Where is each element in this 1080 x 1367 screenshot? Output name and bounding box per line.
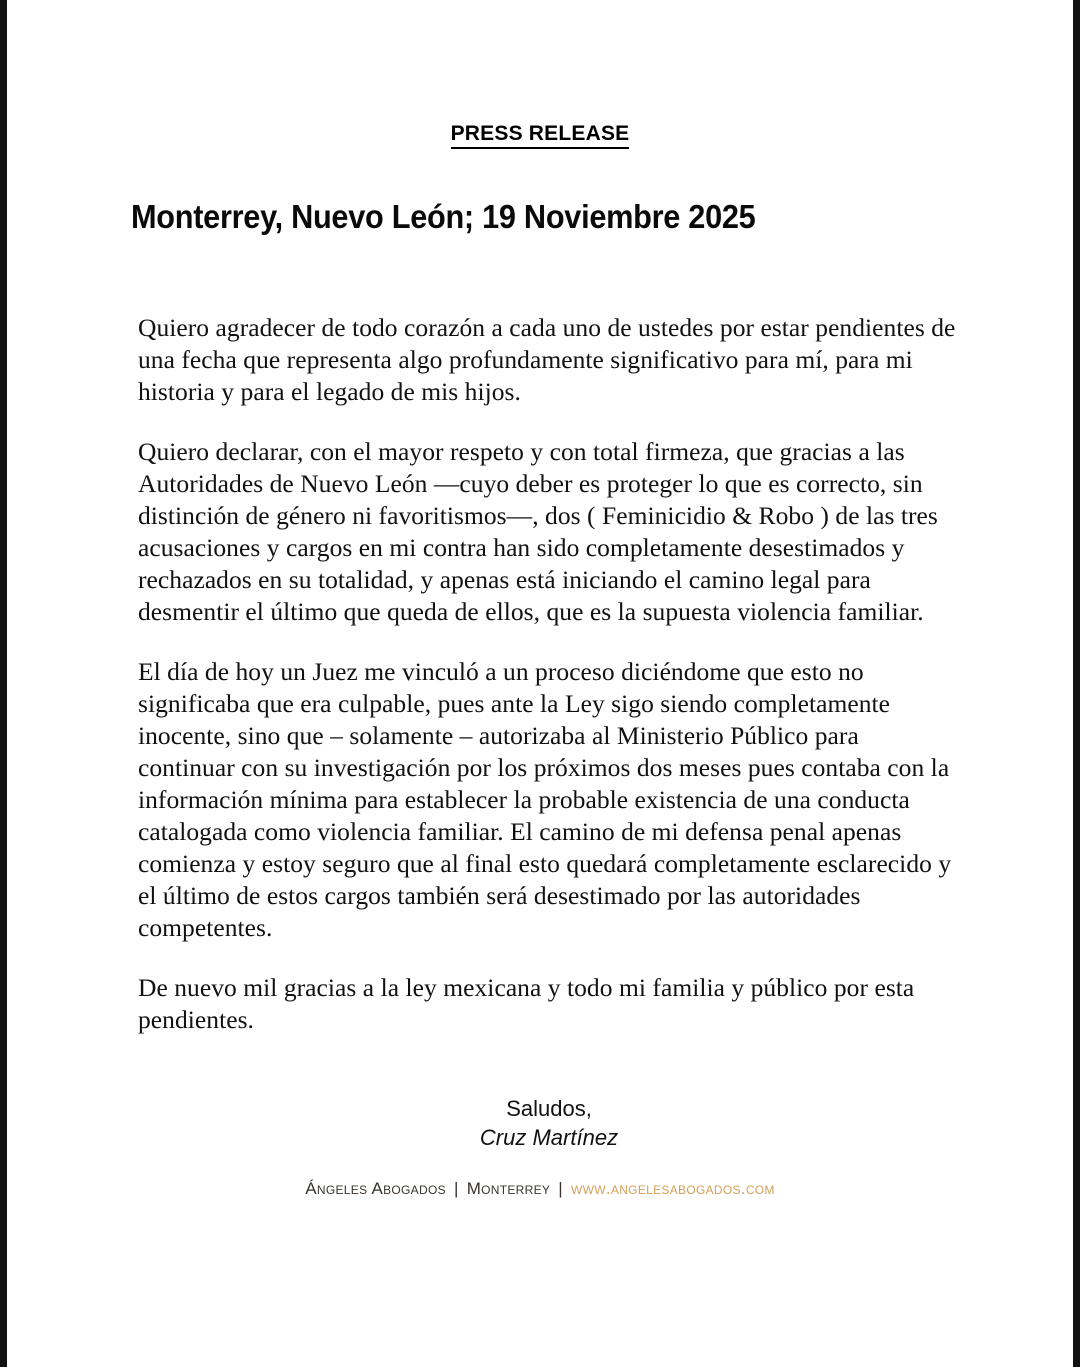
document-type-label <box>7 0 1073 146</box>
document-type-label-text: PRESS RELEASE <box>451 122 630 149</box>
footer <box>7 1179 1073 1199</box>
statement-paragraph: Quiero agradecer de todo corazón a cada uno de ustedes por estar pendientes de una fecha que representa algo profundamente significativo para mí, para mi historia y para el legado de mis hijos. <box>138 312 956 406</box>
statement-paragraph: De nuevo mil gracias a la ley mexicana y todo mi familia y público por esta pendientes. <box>138 972 915 1034</box>
footer-firm-name: Ángeles Abogados <box>305 1178 446 1198</box>
left-edge-strip <box>0 0 7 1367</box>
footer-separator: | <box>453 1178 459 1198</box>
footer-website-link[interactable]: www.angelesabogados.com <box>571 1178 775 1198</box>
signatory-name: Cruz Martínez <box>479 1124 619 1150</box>
statement-body <box>138 236 956 1036</box>
right-edge-strip <box>1073 0 1080 1367</box>
signature-block <box>7 1094 1073 1152</box>
sign-off-text: Saludos, <box>506 1095 592 1121</box>
statement-paragraph: El día de hoy un Juez me vinculó a un proceso diciéndome que esto no significaba que era culpable, pues ante la Ley sigo siendo completamente inocente, sino que – solamente – autorizaba al Ministerio Público para continuar con su investigación por los próximos dos meses pues contaba con la información mínima para establecer la probable existencia de una conducta catalogada como violencia familiar. El camino de mi defensa penal apenas comienza y estoy seguro que al final esto quedará completamente esclarecido y el último de estos cargos también será desestimado por las autoridades competentes. <box>138 656 952 942</box>
footer-city: Monterrey <box>466 1178 551 1198</box>
statement-paragraph: Quiero declarar, con el mayor respeto y con total firmeza, que gracias a las Autoridades de Nuevo León —cuyo deber es proteger lo que es correcto, sin distinción de género ni favoritismos—, dos ( Feminicidio & Robo ) de las tres acusaciones y cargos en mi contra han sido completamente desestimados y rechazados en su totalidad, y apenas está iniciando el camino legal para desmentir el último que queda de ellos, que es la supuesta violencia familiar. <box>138 436 938 626</box>
press-release-page <box>7 0 1073 1367</box>
footer-separator: | <box>558 1178 563 1198</box>
page-title: Monterrey, Nuevo León; 19 Noviembre 2025 <box>131 198 756 235</box>
